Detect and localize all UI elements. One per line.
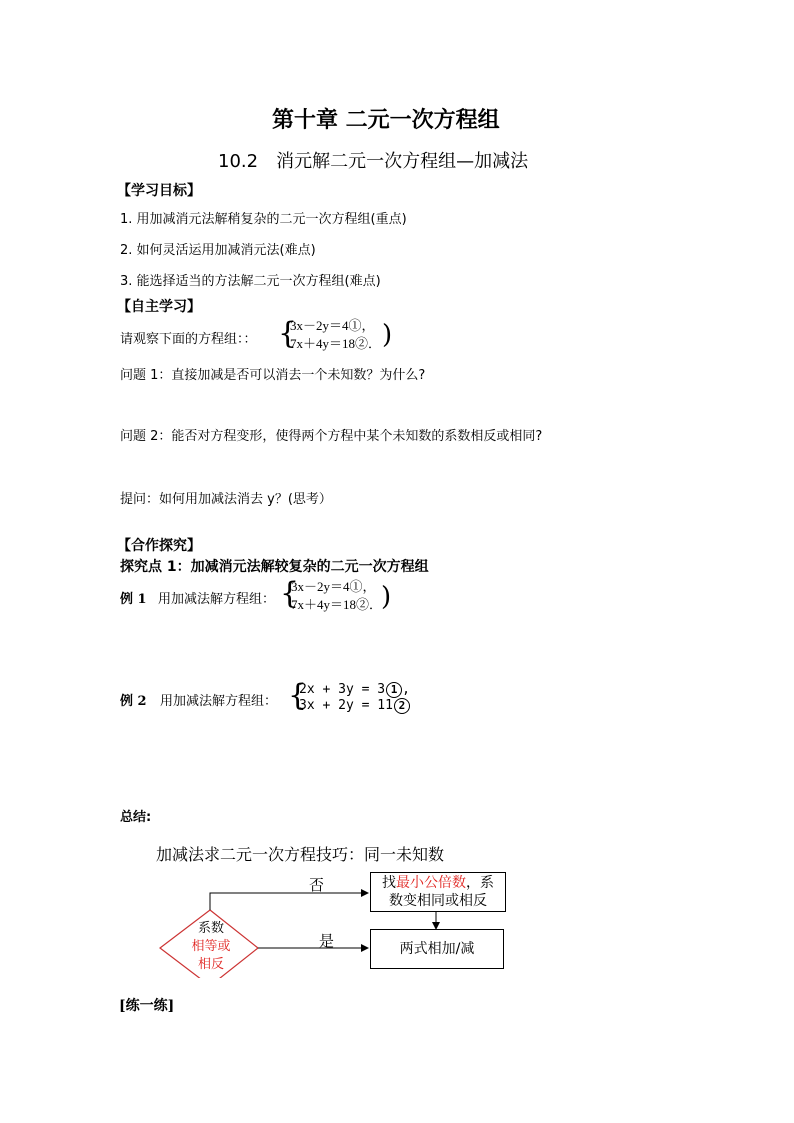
question-2: 问题 2：能否对方程变形，使得两个方程中某个未知数的系数相反或相同? (120, 429, 543, 444)
system-left-brace: { (278, 316, 298, 351)
summary-label: 总结: (120, 810, 152, 825)
decision-line-1: 系数 (197, 921, 224, 936)
system-right-paren: ) (382, 320, 393, 350)
exploration-point-1: 探究点 1：加减消元法解较复杂的二元一次方程组 (120, 559, 429, 575)
cooperation-header: 【合作探究】 (117, 538, 201, 554)
example-1-left-brace: { (280, 576, 300, 611)
section-title: 10.2 消元解二元一次方程组—加减法 (218, 151, 529, 172)
question-1: 问题 1：直接加减是否可以消去一个未知数？为什么? (120, 368, 426, 383)
lcm-highlight: 最小公倍数 (396, 875, 466, 891)
chapter-title: 第十章 二元一次方程组 (272, 107, 500, 133)
lcm-box-line-1: 找最小公倍数，系 (382, 875, 494, 891)
decision-line-3: 相反 (197, 957, 224, 972)
example-2-left-brace: { (288, 678, 308, 713)
lcm-box-line-2: 数变相同或相反 (389, 893, 487, 909)
lcm-box (370, 872, 506, 912)
example-2-eq-1 (299, 682, 410, 698)
circled-number-2: 2 (394, 698, 410, 714)
example-2-text: 用加减法解方程组： (160, 694, 278, 709)
yes-label: 是 (319, 932, 335, 950)
example-1-eq-2: 7x＋4y＝18②． (291, 597, 383, 612)
example-2-eq-2-text: 3x + 2y = 11 (299, 698, 393, 713)
flowchart-title: 加减法求二元一次方程技巧：同一未知数 (156, 845, 445, 864)
system-eq-2: 7x＋4y＝18②． (290, 336, 382, 351)
objective-item-3: 3. 能选择适当的方法解二元一次方程组(难点) (120, 274, 381, 289)
no-label: 否 (309, 876, 325, 894)
example-2-eq-1-text: 2x + 3y = 3 (299, 682, 386, 697)
decision-text (186, 920, 236, 974)
objectives-header: 【学习目标】 (117, 183, 201, 199)
objective-item-1: 1. 用加减消元法解稍复杂的二元一次方程组(重点) (120, 212, 407, 227)
self-study-header: 【自主学习】 (117, 299, 201, 315)
example-1-eq-1: 3x－2y＝4①， (291, 579, 376, 594)
example-2-label: 例 2 (120, 694, 147, 709)
no-arrow (210, 893, 368, 910)
add-subtract-box: 两式相加/减 (370, 929, 504, 969)
hint-question: 提问：如何用加减法消去 y？(思考） (120, 492, 332, 507)
example-1-right-paren: ) (381, 582, 392, 612)
observe-label: 请观察下面的方程组：： (120, 332, 257, 347)
example-2-eq-1-tail: , (402, 682, 410, 697)
example-1-label: 例 1 (120, 592, 147, 607)
system-eq-1: 3x－2y＝4①， (290, 318, 375, 333)
objective-item-2: 2. 如何灵活运用加减消元法(难点) (120, 243, 316, 258)
circled-number-1: 1 (386, 682, 402, 698)
example-1-text: 用加减法解方程组： (158, 592, 276, 607)
decision-line-2: 相等或 (191, 939, 231, 954)
example-2-eq-2 (299, 698, 410, 714)
practice-header: [练一练] (119, 998, 175, 1014)
